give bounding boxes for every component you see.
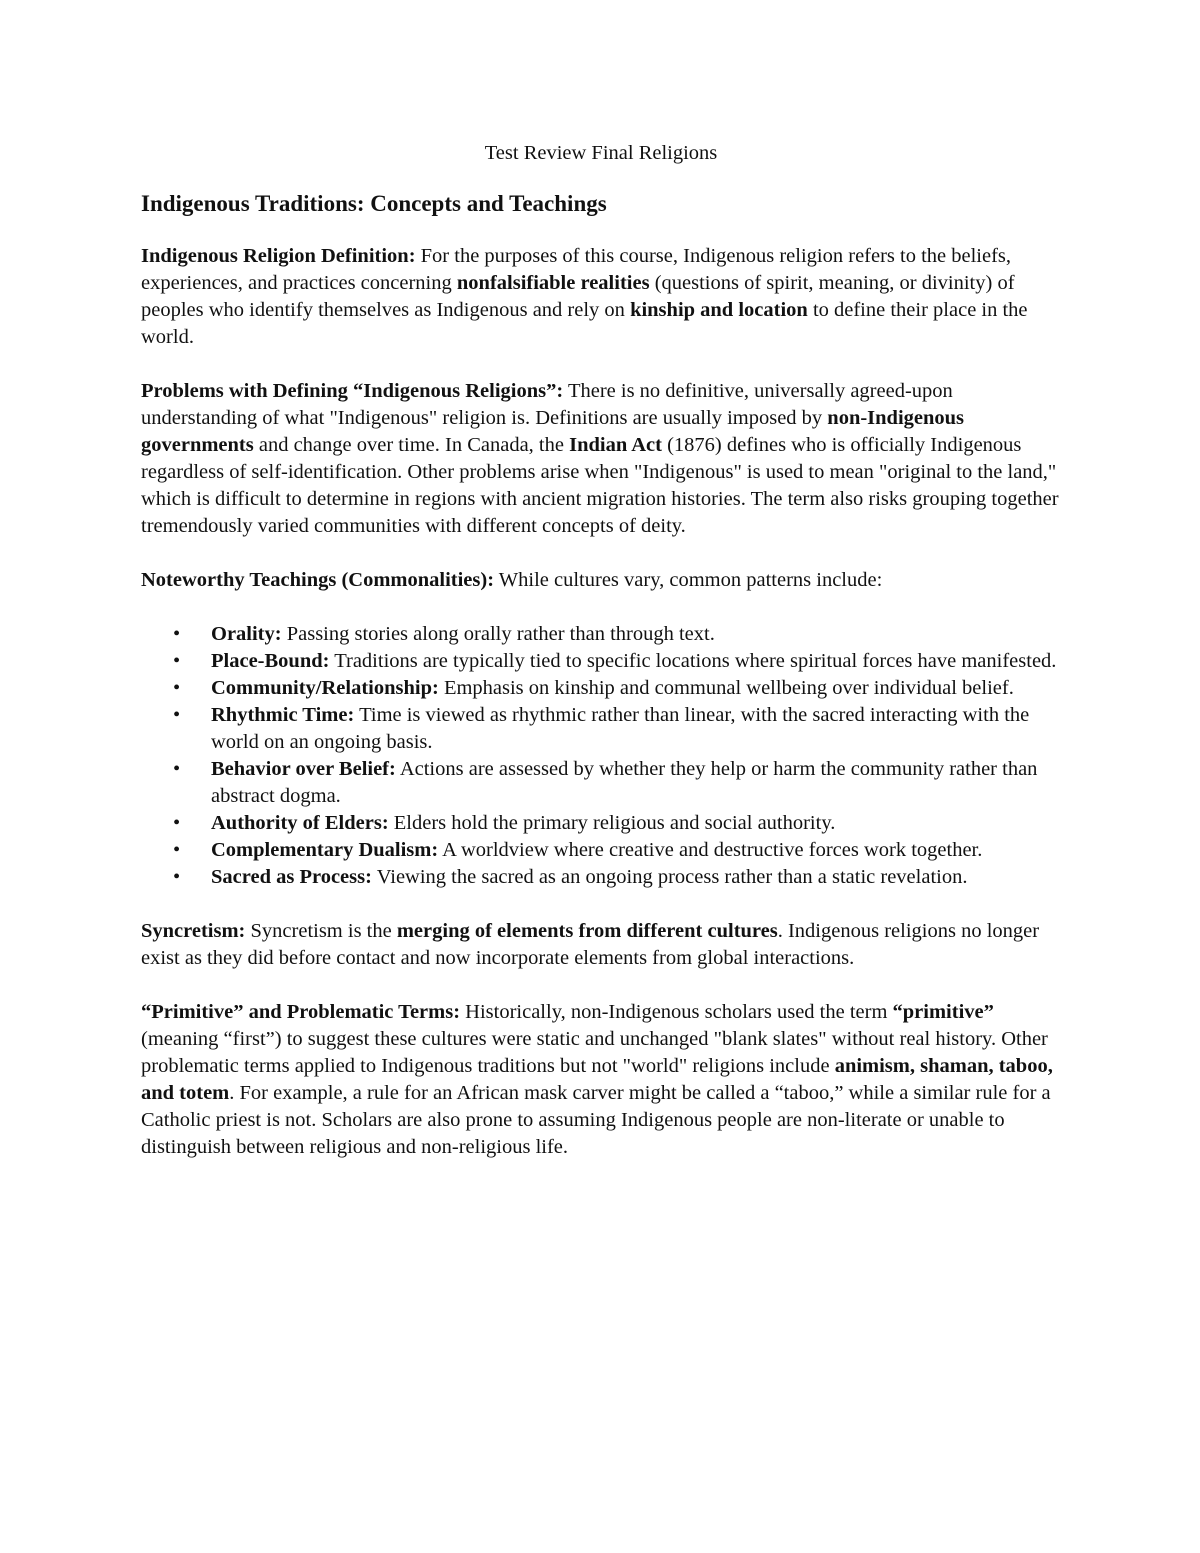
list-item-term: Complementary Dualism: (211, 839, 439, 861)
document-title: Test Review Final Religions (484, 142, 718, 164)
list-item-term: Rhythmic Time: (211, 704, 355, 726)
list-item (141, 702, 1061, 756)
primitive-text-2: (meaning “first”) to suggest these cultures were static and unchanged "blank slates" without real history. Other problematic terms applied to Indigenous traditions but not "world" religions include (141, 1028, 1048, 1077)
problems-text-1: There is no definitive, universally agreed-upon understanding of what "Indigenous" religion is. Definitions are usually imposed by (141, 380, 953, 429)
definition-bold-1: nonfalsifiable realities (456, 272, 650, 294)
list-item (141, 756, 1061, 810)
list-item (141, 621, 1061, 648)
primitive-paragraph (141, 999, 1061, 1161)
list-item (141, 648, 1061, 675)
problems-text-3: (1876) defines who is officially Indigenous regardless of self-identification. Other problems arise when "Indigenous" is used to mean "original to the land," which is difficult to determine in regions with ancient migration histories. The term also risks grouping together tremendously varied communities with different concepts of deity. (141, 434, 1059, 537)
primitive-bold-2: animism, shaman, taboo, and totem (141, 1055, 1053, 1104)
problems-paragraph (141, 378, 1061, 540)
primitive-text-1: Historically, non-Indigenous scholars used the term (460, 1001, 893, 1023)
syncretism-bold-1: merging of elements from different cultures (396, 920, 778, 942)
definition-term: Indigenous Religion Definition: (141, 245, 416, 267)
bullet-icon: • (173, 866, 181, 888)
section-heading: Indigenous Traditions: Concepts and Teachings (141, 191, 607, 216)
primitive-term: “Primitive” and Problematic Terms: (141, 1001, 461, 1023)
list-item (141, 837, 1061, 864)
list-item-term: Sacred as Process: (211, 866, 372, 888)
bullet-icon: • (173, 839, 181, 861)
syncretism-text-1: Syncretism is the (245, 920, 397, 942)
bullet-icon: • (173, 812, 181, 834)
list-item-term: Behavior over Belief: (211, 758, 396, 780)
bullet-icon: • (173, 758, 181, 780)
syncretism-paragraph (141, 918, 1061, 972)
bullet-icon: • (173, 650, 181, 672)
teachings-intro: While cultures vary, common patterns include: (494, 569, 883, 591)
bullet-icon: • (173, 677, 181, 699)
problems-text-2: and change over time. In Canada, the (253, 434, 570, 456)
syncretism-text-2: . Indigenous religions no longer exist as they did before contact and now incorporate elements from global interactions. (141, 920, 1040, 969)
list-item-text: Viewing the sacred as an ongoing process rather than a static revelation. (371, 866, 968, 888)
list-item-text: Traditions are typically tied to specific locations where spiritual forces have manifested. (329, 650, 1057, 672)
bullet-icon: • (173, 704, 181, 726)
teachings-term: Noteworthy Teachings (Commonalities): (141, 569, 495, 591)
problems-term: Problems with Defining “Indigenous Religions”: (141, 380, 564, 402)
list-item-text: Emphasis on kinship and communal wellbeing over individual belief. (438, 677, 1014, 699)
definition-text-2: (questions of spirit, meaning, or divinity) of peoples who identify themselves as Indigenous and rely on (141, 272, 1015, 321)
list-item-text: Passing stories along orally rather than through text. (281, 623, 715, 645)
document-page (141, 140, 1061, 1188)
list-item-term: Community/Relationship: (211, 677, 439, 699)
teachings-paragraph (141, 567, 1061, 594)
primitive-bold-1: “primitive” (892, 1001, 994, 1023)
teachings-list (141, 621, 1061, 891)
primitive-text-3: . For example, a rule for an African mask carver might be called a “taboo,” while a similar rule for a Catholic priest is not. Scholars are also prone to assuming Indigenous people are non-literate or unable to distinguish between religious and non-religious life. (141, 1082, 1051, 1158)
list-item-term: Place-Bound: (211, 650, 330, 672)
bullet-icon: • (173, 623, 181, 645)
definition-paragraph (141, 243, 1061, 351)
list-item-text: Time is viewed as rhythmic rather than linear, with the sacred interacting with the world on an ongoing basis. (211, 704, 1030, 753)
list-item (141, 810, 1061, 837)
problems-bold-2: Indian Act (569, 434, 662, 456)
definition-text-1: For the purposes of this course, Indigenous religion refers to the beliefs, experiences, and practices concerning (141, 245, 1012, 294)
syncretism-term: Syncretism: (141, 920, 246, 942)
list-item (141, 675, 1061, 702)
list-item-term: Authority of Elders: (211, 812, 389, 834)
problems-bold-1: non-Indigenous governments (141, 407, 965, 456)
list-item-term: Orality: (211, 623, 282, 645)
definition-text-3: to define their place in the world. (141, 299, 1028, 348)
list-item-text: Elders hold the primary religious and social authority. (388, 812, 836, 834)
list-item (141, 864, 1061, 891)
definition-bold-2: kinship and location (630, 299, 808, 321)
list-item-text: A worldview where creative and destructive forces work together. (438, 839, 983, 861)
list-item-text: Actions are assessed by whether they help or harm the community rather than abstract dogma. (211, 758, 1038, 807)
